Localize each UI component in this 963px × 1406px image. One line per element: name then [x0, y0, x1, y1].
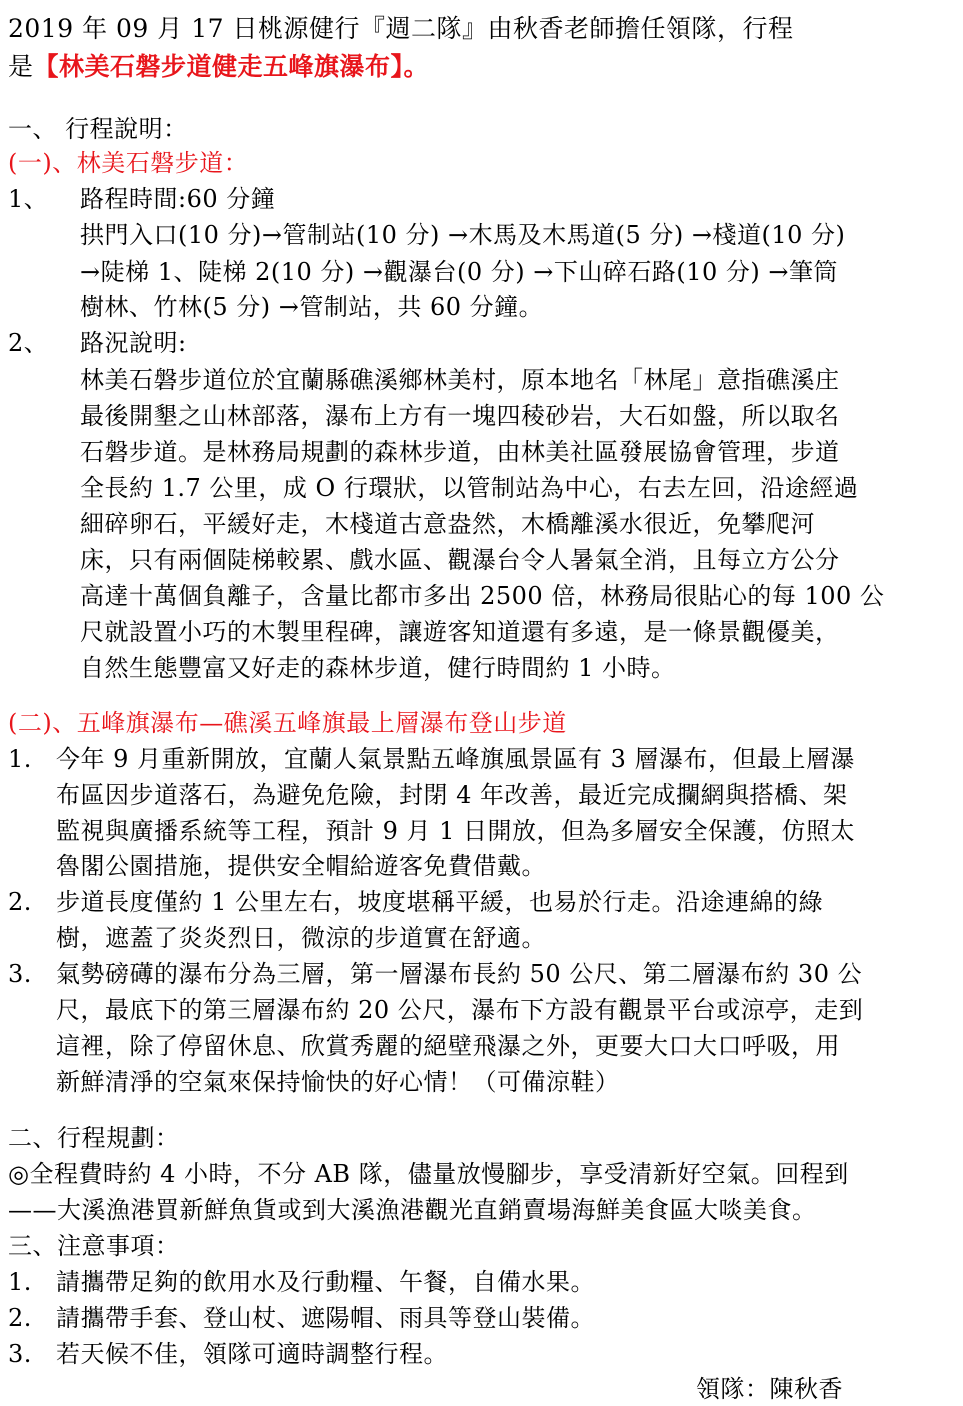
waterfall-item-3-line-3: 這裡，除了停留休息、欣賞秀麗的絕壁飛瀑之外，更要大口大口呼吸，用: [56, 1032, 840, 1060]
waterfall-item-3-line-2: 尺，最底下的第三層瀑布約 20 公尺，瀑布下方設有觀景平台或涼亭，走到: [56, 996, 864, 1024]
plan-line-2: ——大溪漁港買新鮮魚貨或到大溪漁港觀光直銷賣場海鮮美食區大啖美食。: [8, 1196, 817, 1224]
waterfall-item-1-line-4: 魯閣公園措施，提供安全帽給遊客免費借戴。: [56, 852, 546, 880]
notice-item-2-number: 2.: [8, 1304, 32, 1332]
notice-item-2-text: 請攜帶手套、登山杖、遮陽帽、雨具等登山裝備。: [56, 1304, 595, 1332]
item-1-number: 1、: [8, 185, 49, 213]
section-2-heading: 二、行程規劃：: [8, 1124, 180, 1152]
waterfall-item-1-number: 1.: [8, 745, 32, 773]
trail-desc-line-5: 細碎卵石，平緩好走，木棧道古意盎然，木橋離溪水很近，免攀爬河: [80, 510, 815, 538]
trail-desc-line-4: 全長約 1.7 公里，成 O 行環狀，以管制站為中心，右去左回，沿途經過: [80, 474, 859, 502]
notice-item-1-number: 1.: [8, 1268, 32, 1296]
trail-desc-line-7: 高達十萬個負離子，含量比都市多出 2500 倍，林務局很貼心的每 100 公: [80, 582, 885, 610]
waterfall-item-3-line-4: 新鮮清淨的空氣來保持愉快的好心情！（可備涼鞋）: [56, 1068, 620, 1096]
header-line-2: [8, 50, 429, 84]
section-1-heading: 一、 行程說明：: [8, 115, 188, 143]
trail-desc-line-2: 最後開墾之山林部落，瀑布上方有一塊四稜砂岩，大石如盤，所以取名: [80, 402, 840, 430]
header-prefix: 是: [8, 52, 34, 81]
notice-item-1-text: 請攜帶足夠的飲用水及行動糧、午餐，自備水果。: [56, 1268, 595, 1296]
part-2-heading: (二)、五峰旗瀑布—礁溪五峰旗最上層瀑布登山步道: [8, 709, 567, 737]
waterfall-item-2-number: 2.: [8, 888, 32, 916]
route-line-3: 樹林、竹林(5 分) →管制站，共 60 分鐘。: [80, 293, 544, 321]
trail-desc-line-8: 尺就設置小巧的木製里程碑，讓遊客知道還有多遠，是一條景觀優美，: [80, 618, 840, 646]
trail-desc-line-6: 床，只有兩個陡梯較累、戲水區、觀瀑台令人暑氣全消，且每立方公分: [80, 546, 840, 574]
waterfall-item-1-line-1: 今年 9 月重新開放，宜蘭人氣景點五峰旗風景區有 3 層瀑布，但最上層瀑: [56, 745, 856, 773]
waterfall-item-2-line-1: 步道長度僅約 1 公里左右，坡度堪稱平緩，也易於行走。沿途連綿的綠: [56, 888, 824, 916]
trail-desc-line-9: 自然生態豐富又好走的森林步道，健行時間約 1 小時。: [80, 654, 676, 682]
route-line-2: →陡梯 1、陡梯 2(10 分) →觀瀑台(0 分) →下山碎石路(10 分) →筆筒: [80, 258, 839, 286]
waterfall-item-3-line-1: 氣勢磅礡的瀑布分為三層，第一層瀑布長約 50 公尺、第二層瀑布約 30 公: [56, 960, 863, 988]
leader-signature: 領隊：陳秋香: [696, 1375, 843, 1403]
waterfall-item-1-line-3: 監視與廣播系統等工程，預計 9 月 1 日開放，但為多層安全保護，仿照太: [56, 817, 856, 845]
trail-desc-line-1: 林美石磐步道位於宜蘭縣礁溪鄉林美村，原本地名「林尾」意指礁溪庄: [80, 366, 840, 394]
item-2-number: 2、: [8, 329, 49, 357]
trip-title-highlight: 【林美石磐步道健走五峰旗瀑布】。: [33, 52, 430, 81]
item-2-label: 路況說明:: [80, 329, 187, 357]
waterfall-item-3-number: 3.: [8, 960, 32, 988]
waterfall-item-2-line-2: 樹，遮蓋了炎炎烈日，微涼的步道實在舒適。: [56, 924, 546, 952]
notice-item-3-number: 3.: [8, 1340, 32, 1368]
plan-line-1: ◎全程費時約 4 小時，不分 AB 隊，儘量放慢腳步，享受清新好空氣。回程到: [8, 1160, 849, 1188]
trail-desc-line-3: 石磐步道。是林務局規劃的森林步道，由林美社區發展協會管理，步道: [80, 438, 840, 466]
waterfall-item-1-line-2: 布區因步道落石，為避免危險，封閉 4 年改善，最近完成攔網與搭橋、架: [56, 781, 848, 809]
header-line-1: 2019 年 09 月 17 日桃源健行『週二隊』由秋香老師擔任領隊，行程: [8, 14, 794, 43]
part-1-heading: (一)、林美石磐步道：: [8, 149, 249, 177]
item-1-label: 路程時間:60 分鐘: [80, 185, 276, 213]
notice-item-3-text: 若天候不佳，領隊可適時調整行程。: [56, 1340, 448, 1368]
route-line-1: 拱門入口(10 分)→管制站(10 分) →木馬及木馬道(5 分) →棧道(10 分): [80, 221, 846, 249]
section-3-heading: 三、注意事項：: [8, 1232, 180, 1260]
